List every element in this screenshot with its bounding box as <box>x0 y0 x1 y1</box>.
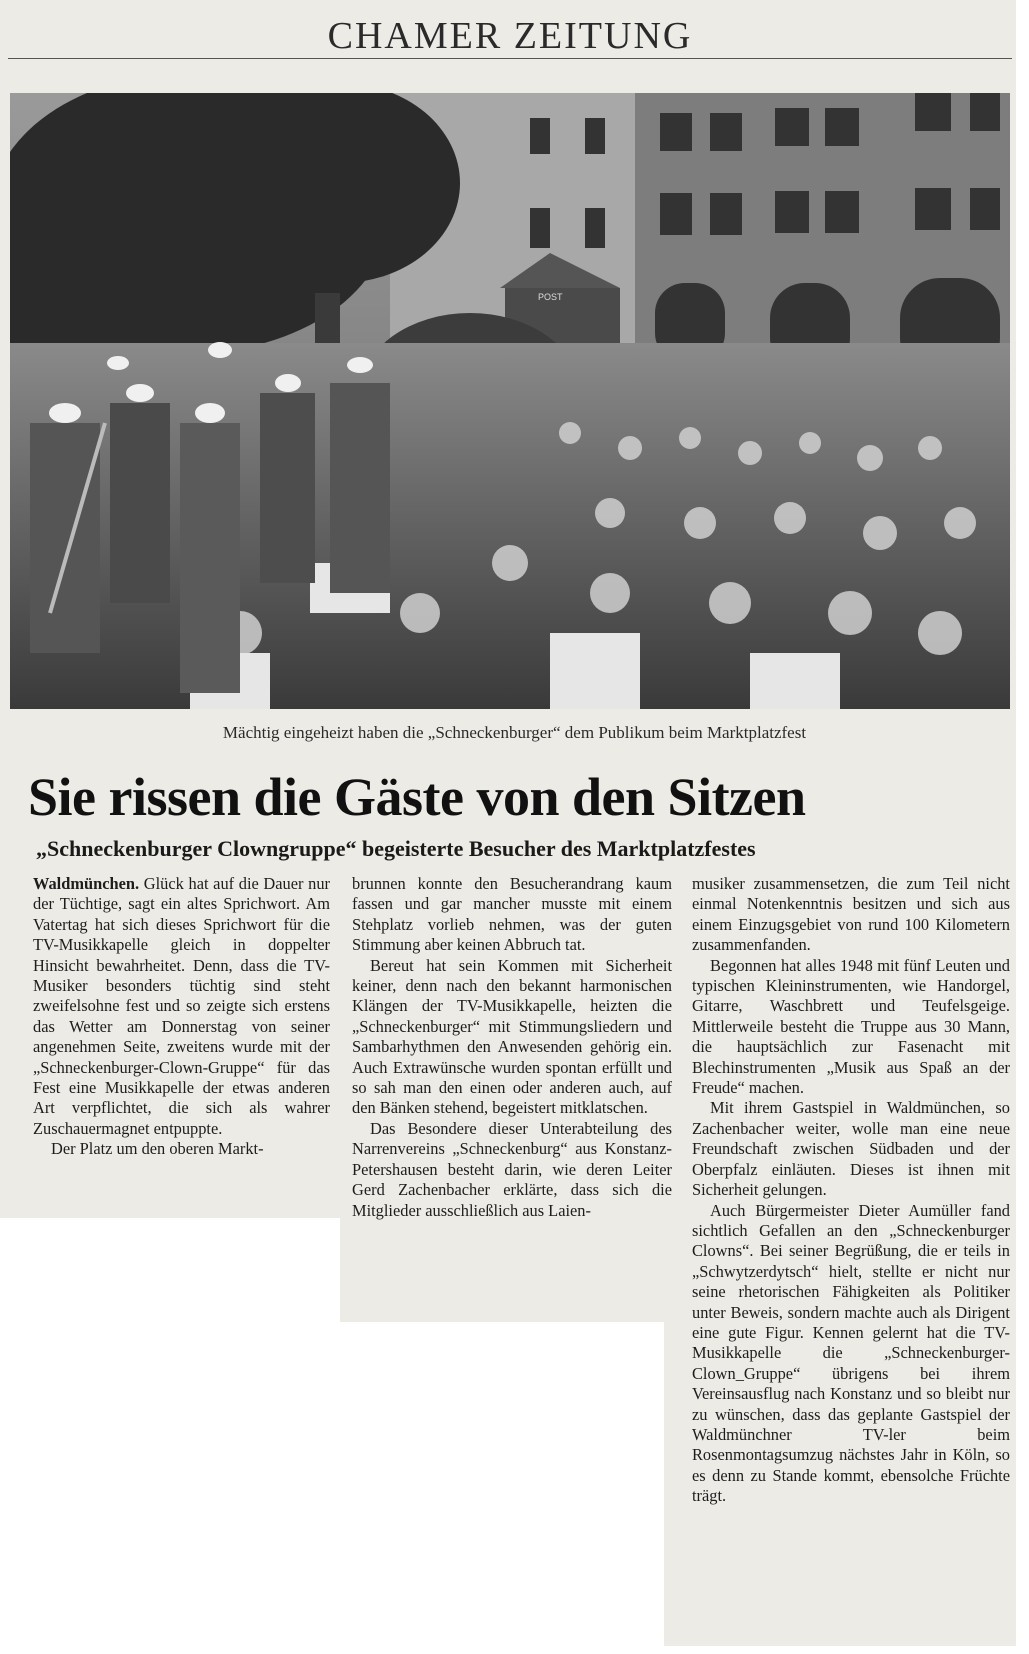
article-dateline: Waldmünchen. <box>33 874 140 893</box>
article-column-2 <box>352 874 672 1221</box>
article-paragraph: Auch Bürgermeister Dieter Aumüller fand sichtlich Gefallen an den „Schneckenburger Clowns“. Bei seiner Begrüßung, die er teils in „Schwytzerdytsch“ hielt, stellte er nicht nur seine rhetorischen Fähigkeiten als Politiker unter Beweis, sondern machte auch als Dirigent eine gute Figur. Kennen gelernt hat die TV-Musikkapelle die „Schneckenburger-Clown_Gruppe“ übrigens bei ihrem Vereinsausflug nach Konstanz und so bleibt nur zu wünschen, dass das geplante Gastspiel der Waldmünchner TV-ler beim Rosenmontagsumzug nächstes Jahr in Köln, so es denn zu Stande kommt, ebensolche Früchte trägt. <box>692 1200 1010 1506</box>
article-paragraph: Bereut hat sein Kommen mit Sicherheit keiner, denn nach den bekannt harmonischen Klängen der TV-Musikkapelle, heizten die „Schneckenburger“ mit Stimmungsliedern und Sambarhythmen den Anwesenden gehörig ein. Auch Extrawünsche wurden spontan erfüllt und so sah man den einen oder anderen auch, auf den Bänken stehend, begeistert mitklatschen. <box>352 955 672 1118</box>
article-column-1 <box>33 874 330 1160</box>
post-sign: POST <box>538 292 563 302</box>
article-paragraph: Der Platz um den oberen Markt- <box>51 1139 264 1159</box>
article-column-3 <box>692 874 1010 1507</box>
article-photo <box>10 93 1010 709</box>
newspaper-masthead: CHAMER ZEITUNG <box>327 15 693 57</box>
article-paragraph: brunnen konnte den Besucherandrang kaum fassen und gar mancher musste mit einem Stehplatz vorlieb nehmen, was der guten Stimmung aber keinen Abbruch tat. <box>352 874 672 955</box>
masthead-rule <box>8 58 1012 59</box>
article-headline: Sie rissen die Gäste von den Sitzen <box>28 767 806 827</box>
article-paragraph: Das Besondere dieser Unterabteilung des Narrenvereins „Schneckenburg“ aus Konstanz-Petershausen besteht darin, wie deren Leiter Gerd Zachenbacher erklärte, dass sich die Mitglieder ausschließlich aus Laien- <box>352 1118 672 1220</box>
article-subheadline: „Schneckenburger Clowngruppe“ begeisterte Besucher des Marktplatzfestes <box>36 836 756 861</box>
article-paragraph: musiker zusammensetzen, die zum Teil nicht einmal Notenkenntnis besitzen und sich aus einem Einzugsgebiet von rund 100 Kilometern zusammenfanden. <box>692 874 1010 955</box>
article-paragraph: Begonnen hat alles 1948 mit fünf Leuten und typischen Kleininstrumenten, wie Handorgel, Gitarre, Waschbrett und Teufelsgeige. Mittlerweile besteht die Truppe aus 30 Mann, die hauptsächlich zur Fasenacht mit Blechinstrumenten „Musik aus Spaß an der Freude“ machen. <box>692 955 1010 1098</box>
article-paragraph: Mit ihrem Gastspiel in Waldmünchen, so Zachenbacher weiter, wolle man eine neue Freundschaft zwischen Südbaden und der Oberpfalz einläuten. Dieses ist ihnen mit Sicherheit gelungen. <box>692 1098 1010 1200</box>
photo-caption: Mächtig eingeheizt haben die „Schneckenburger“ dem Publikum beim Marktplatzfest <box>222 723 807 742</box>
article-paragraph: Waldmünchen. Glück hat auf die Dauer nur der Tüchtige, sagt ein altes Sprichwort. Am Vatertag hat sich dieses Sprichwort für die TV-Musikkapelle gleich in doppelter Hinsicht bewahrheitet. Denn, dass die TV-Musiker besonders tüchtig sind steht zweifelsohne fest und so zeigte sich erstens das Wetter am Donnerstag von seiner angenehmen Seite, zweitens wurde mit der „Schneckenburger-Clown-Gruppe“ für das Fest eine Musikkapelle der etwas anderen Art verpflichtet, die sich als wahrer Zuschauermagnet entpuppte. <box>33 874 330 1138</box>
